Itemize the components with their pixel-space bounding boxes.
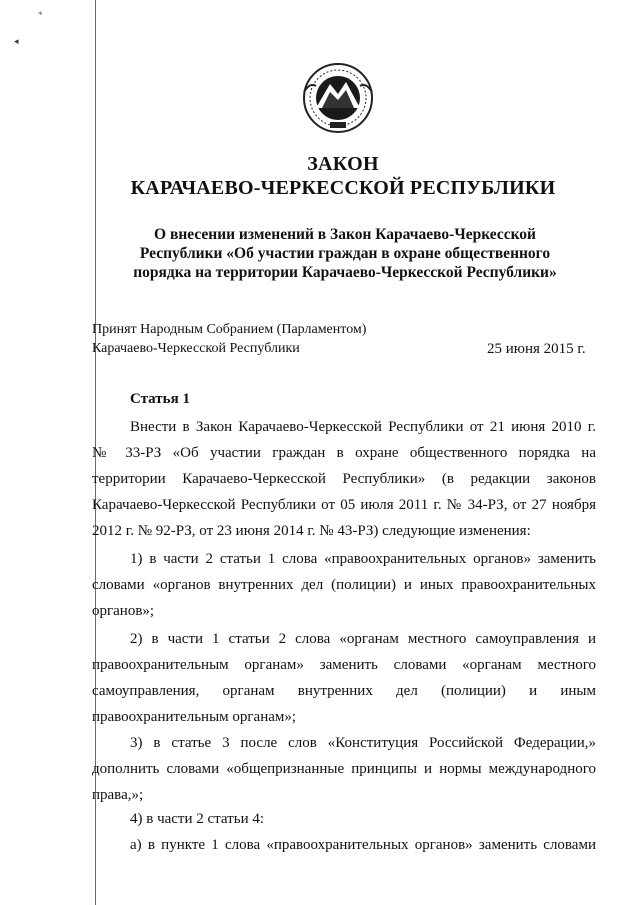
body-line: правоохранительным органам»; bbox=[92, 709, 297, 725]
article-heading: Статья 1 bbox=[130, 391, 190, 407]
body-line: правоохранительным органам» заменить словами «органам местного bbox=[92, 657, 596, 673]
coat-of-arms-emblem bbox=[300, 62, 376, 134]
adoption-line: Карачаево-Черкесской Республики bbox=[92, 341, 300, 356]
document-title-republic: КАРАЧАЕВО-ЧЕРКЕССКОЙ РЕСПУБЛИКИ bbox=[130, 177, 556, 199]
body-line: дополнить словами «общепризнанные принципы и нормы международного bbox=[92, 761, 596, 777]
body-line: права,»; bbox=[92, 787, 144, 803]
body-line: Карачаево-Черкесской Республики от 05 июля 2011 г. № 34-РЗ, от 27 ноября bbox=[92, 497, 596, 513]
body-line: органов»; bbox=[92, 603, 155, 619]
body-line: 3) в статье 3 после слов «Конституция Российской Федерации,» bbox=[130, 735, 596, 751]
body-line: а) в пункте 1 слова «правоохранительных органов» заменить словами bbox=[130, 837, 596, 853]
body-line: территории Карачаево-Черкесской Республики» (в редакции законов bbox=[92, 471, 596, 487]
body-line: самоуправления, органам внутренних дел (полиции) и иным bbox=[92, 683, 596, 699]
subtitle-line: Республики «Об участии граждан в охране общественного bbox=[139, 245, 551, 262]
body-line: 4) в части 2 статьи 4: bbox=[130, 811, 265, 827]
body-line: 2) в части 1 статьи 2 слова «органам местного самоуправления и bbox=[130, 631, 596, 647]
scan-mark: * bbox=[38, 10, 43, 20]
adoption-line: Принят Народным Собранием (Парламентом) bbox=[92, 322, 367, 337]
adoption-date: 25 июня 2015 г. bbox=[487, 341, 586, 357]
subtitle-line: порядка на территории Карачаево-Черкесской Республики» bbox=[133, 264, 557, 281]
body-line: 2012 г. № 92-РЗ, от 23 июня 2014 г. № 43-РЗ) следующие изменения: bbox=[92, 523, 531, 539]
body-line: Внести в Закон Карачаево-Черкесской Республики от 21 июня 2010 г. bbox=[130, 419, 596, 435]
document-title: ЗАКОН bbox=[307, 153, 379, 175]
body-line: 1) в части 2 статьи 1 слова «правоохранительных органов» заменить bbox=[130, 551, 596, 567]
subtitle-line: О внесении изменений в Закон Карачаево-Черкесской bbox=[154, 226, 536, 243]
body-line: № 33-РЗ «Об участии граждан в охране общественного порядка на bbox=[92, 445, 596, 461]
scan-mark: ◂ bbox=[14, 36, 19, 46]
body-line: словами «органов внутренних дел (полиции) и иных правоохранительных bbox=[92, 577, 596, 593]
